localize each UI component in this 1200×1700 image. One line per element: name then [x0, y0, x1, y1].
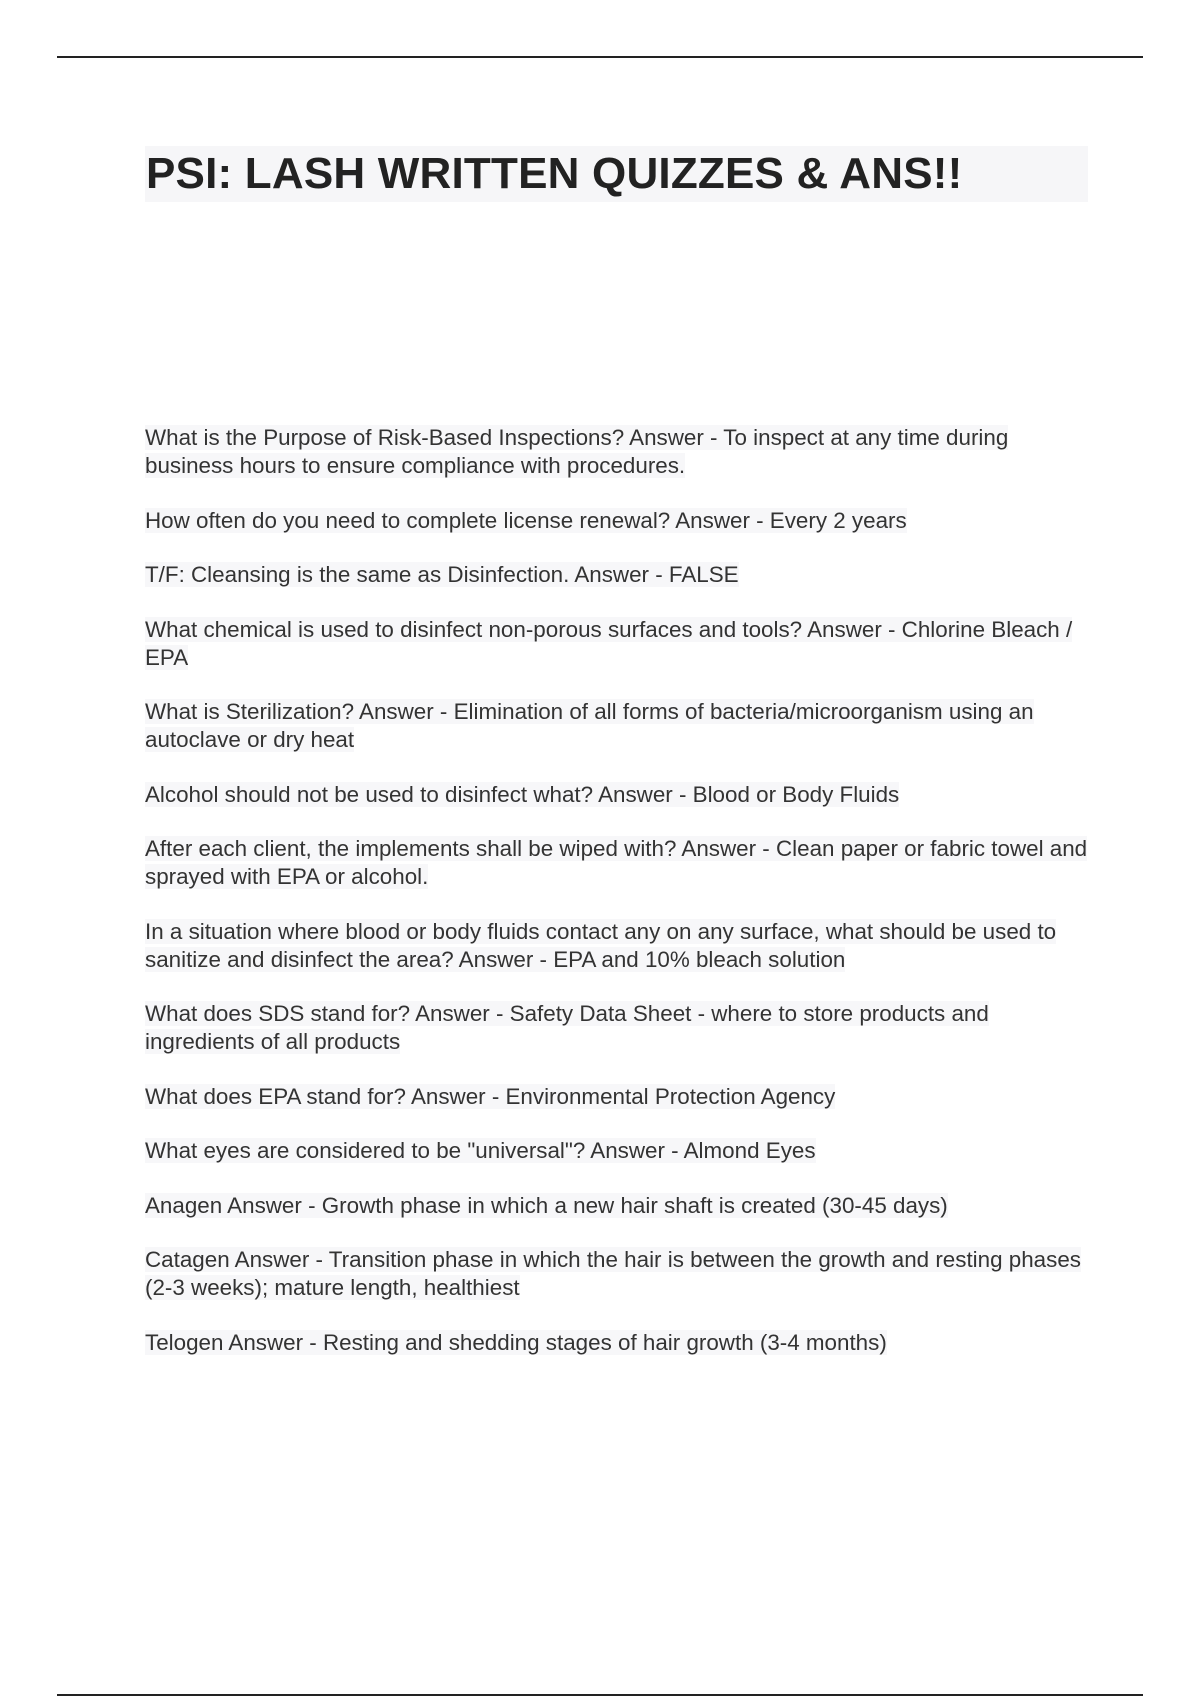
qa-item [145, 1083, 1090, 1111]
qa-list [145, 424, 1090, 1383]
qa-text: What is Sterilization? Answer - Elimination of all forms of bacteria/microorganism using an autoclave or dry heat [145, 699, 1034, 752]
qa-item [145, 1137, 1090, 1165]
qa-item [145, 424, 1090, 480]
qa-text: Telogen Answer - Resting and shedding stages of hair growth (3-4 months) [145, 1329, 887, 1355]
qa-text: In a situation where blood or body fluids contact any on any surface, what should be used to sanitize and disinfect the area? Answer - EPA and 10% bleach solution [145, 918, 1057, 972]
qa-text: What chemical is used to disinfect non-porous surfaces and tools? Answer - Chlorine Bleach / EPA [145, 616, 1073, 670]
qa-item [145, 781, 1090, 809]
qa-item [145, 1192, 1090, 1220]
qa-text: What is the Purpose of Risk-Based Inspections? Answer - To inspect at any time during business hours to ensure compliance with procedures. [145, 425, 1009, 478]
qa-item [145, 698, 1090, 754]
document-title: PSI: LASH WRITTEN QUIZZES & ANS!! [146, 149, 963, 198]
qa-item [145, 1246, 1090, 1302]
qa-text: Catagen Answer - Transition phase in which the hair is between the growth and resting phases (2-3 weeks); mature length, healthiest [145, 1247, 1081, 1300]
qa-text: After each client, the implements shall be wiped with? Answer - Clean paper or fabric towel and sprayed with EPA or alcohol. [145, 836, 1088, 889]
qa-text: How often do you need to complete license renewal? Answer - Every 2 years [145, 507, 907, 533]
qa-item [145, 918, 1090, 974]
qa-text: What eyes are considered to be "universal"? Answer - Almond Eyes [145, 1138, 816, 1163]
qa-item [145, 1000, 1090, 1056]
qa-text: What does EPA stand for? Answer - Environmental Protection Agency [145, 1083, 836, 1109]
qa-item [145, 616, 1090, 672]
top-rule [57, 56, 1143, 58]
qa-item [145, 561, 1090, 589]
qa-text: Anagen Answer - Growth phase in which a new hair shaft is created (30-45 days) [145, 1192, 948, 1218]
qa-item [145, 507, 1090, 535]
qa-text: T/F: Cleansing is the same as Disinfection. Answer - FALSE [145, 562, 739, 587]
qa-item [145, 835, 1090, 891]
qa-text: Alcohol should not be used to disinfect what? Answer - Blood or Body Fluids [145, 781, 900, 807]
title-block [145, 146, 1088, 202]
qa-text: What does SDS stand for? Answer - Safety Data Sheet - where to store products and ingredients of all products [145, 1001, 989, 1054]
qa-item [145, 1329, 1090, 1357]
bottom-rule [57, 1694, 1143, 1696]
